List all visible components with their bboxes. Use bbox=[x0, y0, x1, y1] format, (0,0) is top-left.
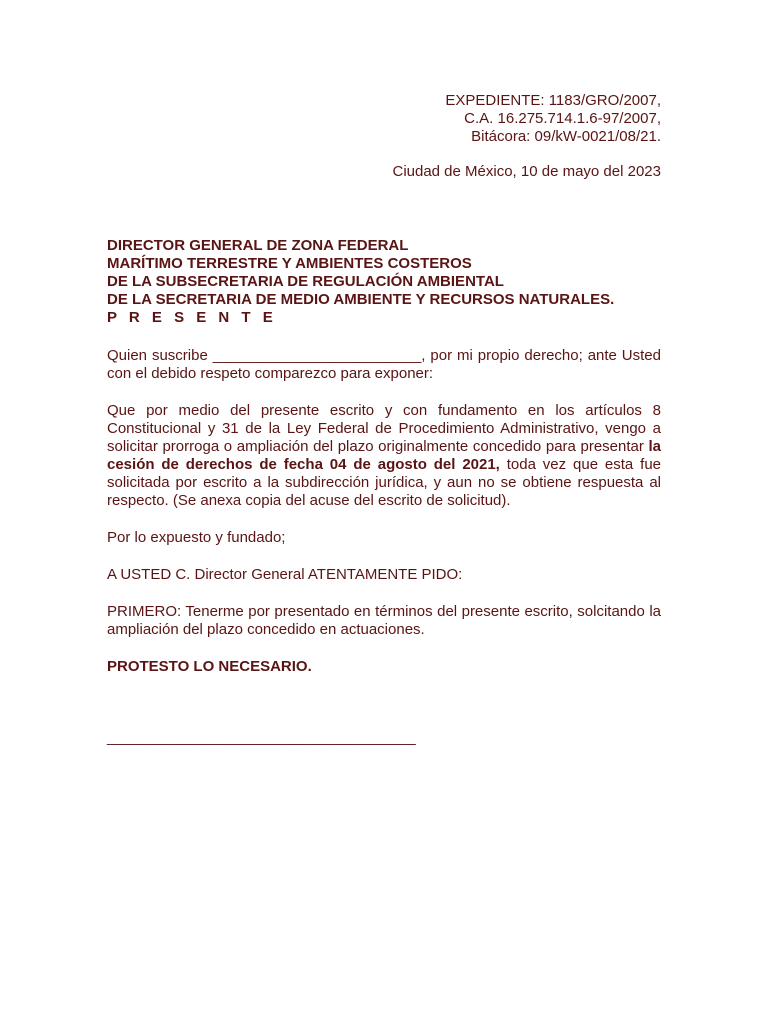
request-text-part-2: toda vez que esta fue solicitada por escrito a la subdirección jurídica, y aun no se obtiene respuesta al respecto. (Se anexa copia del acuse del escrito de solicitud). bbox=[107, 456, 662, 509]
addressee-line-2: MARÍTIMO TERRESTRE Y AMBIENTES COSTEROS bbox=[107, 255, 472, 272]
addressee-line-3: DE LA SUBSECRETARIA DE REGULACIÓN AMBIENTAL bbox=[107, 273, 504, 290]
ca-number: C.A. 16.275.714.1.6-97/2007, bbox=[464, 110, 661, 127]
case-reference-block bbox=[445, 92, 661, 146]
paragraph-primero: PRIMERO: Tenerme por presentado en términos del presente escrito, solcitando la ampliación del plazo concedido en actuaciones. bbox=[107, 603, 661, 638]
request-text-bold: la cesión de derechos de fecha 04 de agosto del 2021, bbox=[107, 438, 661, 473]
expediente-number: EXPEDIENTE: 1183/GRO/2007, bbox=[445, 92, 661, 109]
paragraph-suscribe: Quien suscribe _________________________, por mi propio derecho; ante Usted con el debido respeto comparezco para exponer: bbox=[107, 347, 661, 382]
bitacora-number: Bitácora: 09/kW-0021/08/21. bbox=[471, 128, 661, 145]
paragraph-request bbox=[107, 402, 661, 510]
addressee-line-1: DIRECTOR GENERAL DE ZONA FEDERAL bbox=[107, 237, 409, 254]
signature-line: _____________________________________ bbox=[107, 729, 416, 746]
addressee-line-4: DE LA SECRETARIA DE MEDIO AMBIENTE Y RECURSOS NATURALES. bbox=[107, 291, 615, 308]
paragraph-petition-header: A USTED C. Director General ATENTAMENTE PIDO: bbox=[107, 566, 463, 583]
closing-protesto: PROTESTO LO NECESARIO. bbox=[107, 658, 312, 675]
presente-heading: P R E S E N T E bbox=[107, 309, 277, 326]
paragraph-expuesto: Por lo expuesto y fundado; bbox=[107, 529, 286, 546]
addressee-block bbox=[107, 237, 614, 327]
request-text-part-1: Que por medio del presente escrito y con fundamento en los artículos 8 Constitucional y 31 de la Ley Federal de Procedimiento Administrativo, vengo a solicitar prorroga o ampliación del plazo originalmente concedido para presentar bbox=[107, 402, 661, 455]
place-date: Ciudad de México, 10 de mayo del 2023 bbox=[392, 163, 661, 180]
